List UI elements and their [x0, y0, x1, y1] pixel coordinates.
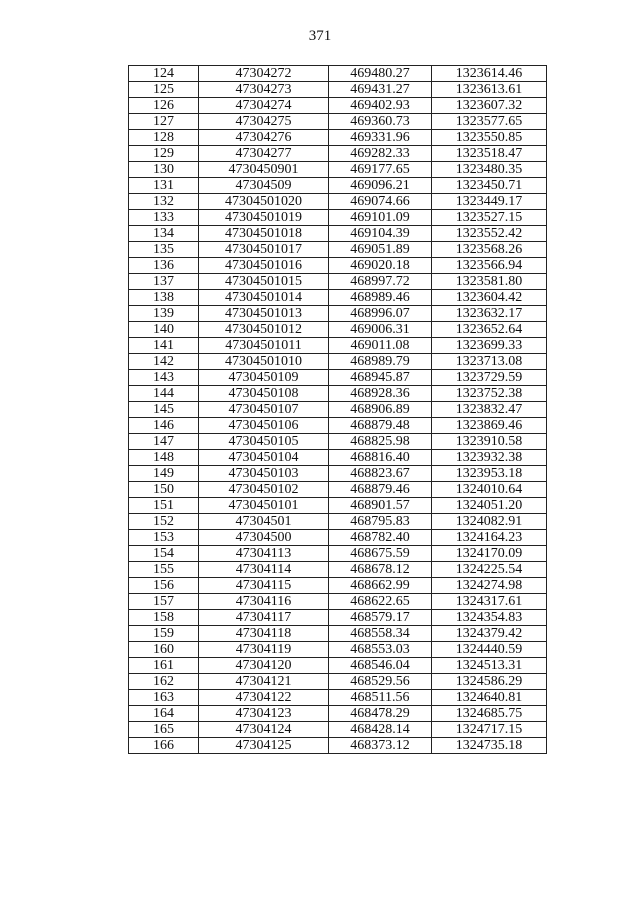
point-code-cell: 47304273: [199, 82, 329, 98]
x-coordinate-cell: 468795.83: [329, 514, 432, 530]
x-coordinate-cell: 468825.98: [329, 434, 432, 450]
point-code-cell: 47304275: [199, 114, 329, 130]
table-row: [129, 402, 547, 418]
table-row: [129, 706, 547, 722]
point-number-cell: 152: [129, 514, 199, 530]
y-coordinate-cell: 1323518.47: [432, 146, 547, 162]
table-row: [129, 194, 547, 210]
point-number-cell: 125: [129, 82, 199, 98]
point-number-cell: 128: [129, 130, 199, 146]
y-coordinate-cell: 1323713.08: [432, 354, 547, 370]
point-code-cell: 47304501015: [199, 274, 329, 290]
y-coordinate-cell: 1324513.31: [432, 658, 547, 674]
table-row: [129, 322, 547, 338]
point-code-cell: 47304119: [199, 642, 329, 658]
table-row: [129, 290, 547, 306]
point-number-cell: 124: [129, 66, 199, 82]
x-coordinate-cell: 468996.07: [329, 306, 432, 322]
x-coordinate-cell: 469360.73: [329, 114, 432, 130]
y-coordinate-cell: 1324717.15: [432, 722, 547, 738]
page-number: 371: [308, 28, 332, 44]
y-coordinate-cell: 1323607.32: [432, 98, 547, 114]
y-coordinate-cell: 1324225.54: [432, 562, 547, 578]
point-number-cell: 138: [129, 290, 199, 306]
coordinates-table: [128, 65, 547, 754]
point-number-cell: 166: [129, 738, 199, 754]
x-coordinate-cell: 468901.57: [329, 498, 432, 514]
table-row: [129, 466, 547, 482]
point-code-cell: 47304120: [199, 658, 329, 674]
point-code-cell: 47304116: [199, 594, 329, 610]
y-coordinate-cell: 1323449.17: [432, 194, 547, 210]
point-number-cell: 129: [129, 146, 199, 162]
point-number-cell: 146: [129, 418, 199, 434]
table-row: [129, 482, 547, 498]
point-number-cell: 143: [129, 370, 199, 386]
point-code-cell: 47304113: [199, 546, 329, 562]
table-row: [129, 594, 547, 610]
x-coordinate-cell: 468879.46: [329, 482, 432, 498]
point-code-cell: 47304274: [199, 98, 329, 114]
y-coordinate-cell: 1323910.58: [432, 434, 547, 450]
y-coordinate-cell: 1323614.46: [432, 66, 547, 82]
x-coordinate-cell: 468678.12: [329, 562, 432, 578]
x-coordinate-cell: 469177.65: [329, 162, 432, 178]
point-number-cell: 150: [129, 482, 199, 498]
point-number-cell: 162: [129, 674, 199, 690]
point-code-cell: 4730450106: [199, 418, 329, 434]
table-row: [129, 642, 547, 658]
x-coordinate-cell: 469074.66: [329, 194, 432, 210]
table-row: [129, 274, 547, 290]
table-row: [129, 450, 547, 466]
y-coordinate-cell: 1323632.17: [432, 306, 547, 322]
x-coordinate-cell: 468622.65: [329, 594, 432, 610]
table-row: [129, 674, 547, 690]
point-code-cell: 47304500: [199, 530, 329, 546]
y-coordinate-cell: 1323527.15: [432, 210, 547, 226]
point-number-cell: 126: [129, 98, 199, 114]
point-code-cell: 4730450107: [199, 402, 329, 418]
point-code-cell: 47304125: [199, 738, 329, 754]
point-code-cell: 47304509: [199, 178, 329, 194]
table-row: [129, 610, 547, 626]
y-coordinate-cell: 1324170.09: [432, 546, 547, 562]
point-number-cell: 134: [129, 226, 199, 242]
y-coordinate-cell: 1323581.80: [432, 274, 547, 290]
point-code-cell: 47304501010: [199, 354, 329, 370]
point-code-cell: 4730450101: [199, 498, 329, 514]
y-coordinate-cell: 1323566.94: [432, 258, 547, 274]
point-number-cell: 160: [129, 642, 199, 658]
point-code-cell: 47304501012: [199, 322, 329, 338]
x-coordinate-cell: 468662.99: [329, 578, 432, 594]
table-row: [129, 738, 547, 754]
table-row: [129, 370, 547, 386]
point-code-cell: 4730450102: [199, 482, 329, 498]
table-row: [129, 130, 547, 146]
point-number-cell: 136: [129, 258, 199, 274]
x-coordinate-cell: 468997.72: [329, 274, 432, 290]
x-coordinate-cell: 468558.34: [329, 626, 432, 642]
table-row: [129, 562, 547, 578]
point-code-cell: 47304276: [199, 130, 329, 146]
table-row: [129, 242, 547, 258]
point-number-cell: 147: [129, 434, 199, 450]
y-coordinate-cell: 1323729.59: [432, 370, 547, 386]
x-coordinate-cell: 468906.89: [329, 402, 432, 418]
point-number-cell: 148: [129, 450, 199, 466]
table-row: [129, 210, 547, 226]
y-coordinate-cell: 1323568.26: [432, 242, 547, 258]
table-row: [129, 658, 547, 674]
point-number-cell: 163: [129, 690, 199, 706]
table-row: [129, 226, 547, 242]
table-row: [129, 386, 547, 402]
point-code-cell: 47304501017: [199, 242, 329, 258]
y-coordinate-cell: 1324735.18: [432, 738, 547, 754]
y-coordinate-cell: 1323552.42: [432, 226, 547, 242]
y-coordinate-cell: 1324640.81: [432, 690, 547, 706]
table-body: [129, 66, 547, 754]
table-row: [129, 66, 547, 82]
table-row: [129, 82, 547, 98]
point-code-cell: 4730450104: [199, 450, 329, 466]
y-coordinate-cell: 1323480.35: [432, 162, 547, 178]
point-code-cell: 4730450105: [199, 434, 329, 450]
point-code-cell: 4730450103: [199, 466, 329, 482]
point-number-cell: 133: [129, 210, 199, 226]
point-number-cell: 157: [129, 594, 199, 610]
point-number-cell: 164: [129, 706, 199, 722]
point-number-cell: 156: [129, 578, 199, 594]
y-coordinate-cell: 1323577.65: [432, 114, 547, 130]
x-coordinate-cell: 469020.18: [329, 258, 432, 274]
point-code-cell: 47304501: [199, 514, 329, 530]
x-coordinate-cell: 468945.87: [329, 370, 432, 386]
point-code-cell: 47304501011: [199, 338, 329, 354]
point-number-cell: 131: [129, 178, 199, 194]
point-code-cell: 4730450901: [199, 162, 329, 178]
point-number-cell: 165: [129, 722, 199, 738]
table-row: [129, 578, 547, 594]
point-code-cell: 47304501018: [199, 226, 329, 242]
point-number-cell: 159: [129, 626, 199, 642]
y-coordinate-cell: 1323613.61: [432, 82, 547, 98]
point-code-cell: 4730450108: [199, 386, 329, 402]
point-number-cell: 130: [129, 162, 199, 178]
x-coordinate-cell: 468428.14: [329, 722, 432, 738]
point-number-cell: 145: [129, 402, 199, 418]
x-coordinate-cell: 469096.21: [329, 178, 432, 194]
point-number-cell: 149: [129, 466, 199, 482]
table-row: [129, 114, 547, 130]
point-number-cell: 161: [129, 658, 199, 674]
table-row: [129, 434, 547, 450]
table-row: [129, 258, 547, 274]
x-coordinate-cell: 469104.39: [329, 226, 432, 242]
y-coordinate-cell: 1323550.85: [432, 130, 547, 146]
y-coordinate-cell: 1323932.38: [432, 450, 547, 466]
point-code-cell: 47304501014: [199, 290, 329, 306]
y-coordinate-cell: 1324440.59: [432, 642, 547, 658]
x-coordinate-cell: 469011.08: [329, 338, 432, 354]
y-coordinate-cell: 1324379.42: [432, 626, 547, 642]
point-code-cell: 47304115: [199, 578, 329, 594]
x-coordinate-cell: 468553.03: [329, 642, 432, 658]
x-coordinate-cell: 468989.46: [329, 290, 432, 306]
table-row: [129, 498, 547, 514]
point-number-cell: 132: [129, 194, 199, 210]
point-number-cell: 154: [129, 546, 199, 562]
point-code-cell: 47304118: [199, 626, 329, 642]
point-code-cell: 47304501020: [199, 194, 329, 210]
y-coordinate-cell: 1324010.64: [432, 482, 547, 498]
y-coordinate-cell: 1324274.98: [432, 578, 547, 594]
point-code-cell: 47304124: [199, 722, 329, 738]
point-code-cell: 47304272: [199, 66, 329, 82]
y-coordinate-cell: 1323604.42: [432, 290, 547, 306]
y-coordinate-cell: 1323699.33: [432, 338, 547, 354]
point-number-cell: 139: [129, 306, 199, 322]
x-coordinate-cell: 469051.89: [329, 242, 432, 258]
point-number-cell: 158: [129, 610, 199, 626]
x-coordinate-cell: 468373.12: [329, 738, 432, 754]
x-coordinate-cell: 468928.36: [329, 386, 432, 402]
point-code-cell: 47304114: [199, 562, 329, 578]
x-coordinate-cell: 469101.09: [329, 210, 432, 226]
table-row: [129, 354, 547, 370]
point-code-cell: 47304123: [199, 706, 329, 722]
table-row: [129, 338, 547, 354]
point-number-cell: 151: [129, 498, 199, 514]
table-row: [129, 146, 547, 162]
x-coordinate-cell: 468579.17: [329, 610, 432, 626]
table-row: [129, 98, 547, 114]
y-coordinate-cell: 1324354.83: [432, 610, 547, 626]
y-coordinate-cell: 1324685.75: [432, 706, 547, 722]
point-number-cell: 142: [129, 354, 199, 370]
x-coordinate-cell: 469006.31: [329, 322, 432, 338]
y-coordinate-cell: 1323752.38: [432, 386, 547, 402]
y-coordinate-cell: 1323953.18: [432, 466, 547, 482]
x-coordinate-cell: 468511.56: [329, 690, 432, 706]
table-row: [129, 162, 547, 178]
x-coordinate-cell: 468989.79: [329, 354, 432, 370]
table-row: [129, 690, 547, 706]
x-coordinate-cell: 468782.40: [329, 530, 432, 546]
x-coordinate-cell: 468879.48: [329, 418, 432, 434]
point-code-cell: 47304277: [199, 146, 329, 162]
point-code-cell: 47304501019: [199, 210, 329, 226]
point-number-cell: 140: [129, 322, 199, 338]
table-row: [129, 626, 547, 642]
y-coordinate-cell: 1323832.47: [432, 402, 547, 418]
y-coordinate-cell: 1323450.71: [432, 178, 547, 194]
table-row: [129, 178, 547, 194]
y-coordinate-cell: 1324586.29: [432, 674, 547, 690]
point-code-cell: 47304117: [199, 610, 329, 626]
table-row: [129, 306, 547, 322]
y-coordinate-cell: 1323652.64: [432, 322, 547, 338]
point-number-cell: 141: [129, 338, 199, 354]
x-coordinate-cell: 468823.67: [329, 466, 432, 482]
y-coordinate-cell: 1324051.20: [432, 498, 547, 514]
point-number-cell: 137: [129, 274, 199, 290]
x-coordinate-cell: 468478.29: [329, 706, 432, 722]
point-number-cell: 127: [129, 114, 199, 130]
x-coordinate-cell: 469282.33: [329, 146, 432, 162]
table-row: [129, 722, 547, 738]
point-number-cell: 144: [129, 386, 199, 402]
x-coordinate-cell: 469431.27: [329, 82, 432, 98]
table-row: [129, 530, 547, 546]
point-code-cell: 47304122: [199, 690, 329, 706]
y-coordinate-cell: 1324317.61: [432, 594, 547, 610]
x-coordinate-cell: 469402.93: [329, 98, 432, 114]
point-code-cell: 47304501013: [199, 306, 329, 322]
table-row: [129, 514, 547, 530]
point-number-cell: 135: [129, 242, 199, 258]
x-coordinate-cell: 469331.96: [329, 130, 432, 146]
point-code-cell: 47304501016: [199, 258, 329, 274]
x-coordinate-cell: 468816.40: [329, 450, 432, 466]
point-code-cell: 4730450109: [199, 370, 329, 386]
y-coordinate-cell: 1324082.91: [432, 514, 547, 530]
y-coordinate-cell: 1323869.46: [432, 418, 547, 434]
point-number-cell: 153: [129, 530, 199, 546]
x-coordinate-cell: 469480.27: [329, 66, 432, 82]
x-coordinate-cell: 468675.59: [329, 546, 432, 562]
point-number-cell: 155: [129, 562, 199, 578]
point-code-cell: 47304121: [199, 674, 329, 690]
x-coordinate-cell: 468546.04: [329, 658, 432, 674]
table-row: [129, 418, 547, 434]
x-coordinate-cell: 468529.56: [329, 674, 432, 690]
y-coordinate-cell: 1324164.23: [432, 530, 547, 546]
table-row: [129, 546, 547, 562]
